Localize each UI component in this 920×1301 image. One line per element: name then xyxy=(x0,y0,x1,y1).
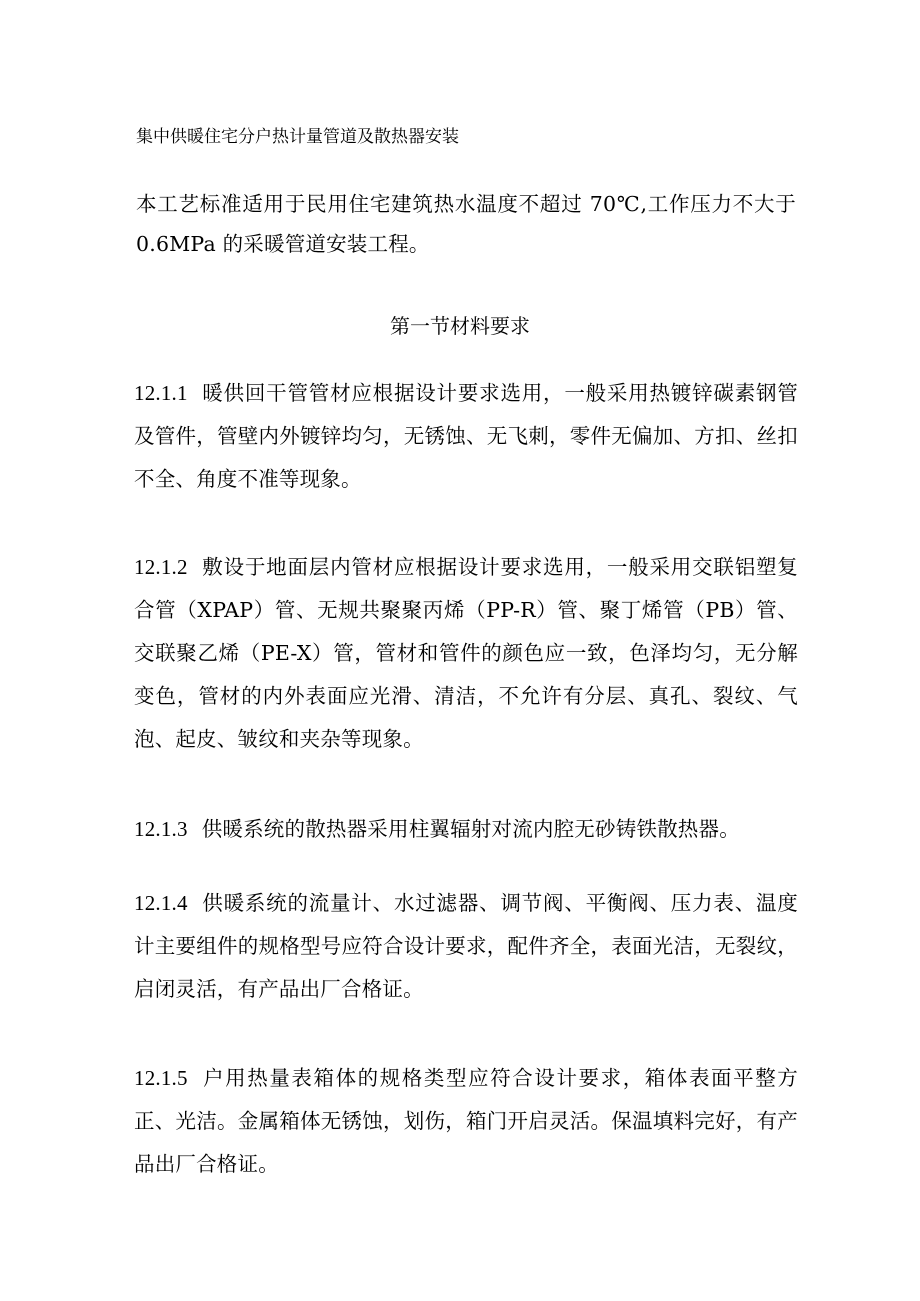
clause-12-1-4 xyxy=(134,882,798,1011)
clause-number: 12.1.2 xyxy=(134,555,188,579)
clause-text: 户用热量表箱体的规格类型应符合设计要求，箱体表面平整方正、光洁。金属箱体无锈蚀，划伤，箱门开启灵活。保温填料完好，有产品出厂合格证。 xyxy=(134,1066,798,1176)
clause-number: 12.1.5 xyxy=(134,1066,188,1090)
clause-text: 供暖系统的流量计、水过滤器、调节阀、平衡阀、压力表、温度计主要组件的规格型号应符合设计要求，配件齐全，表面光洁，无裂纹，启闭灵活，有产品出厂合格证。 xyxy=(134,891,798,1001)
intro-paragraph: 本工艺标准适用于民用住宅建筑热水温度不超过 70℃,工作压力不大于 0.6MPa 的采暖管道安装工程。 xyxy=(136,192,796,256)
clause-number: 12.1.1 xyxy=(134,381,188,405)
clause-12-1-3 xyxy=(134,808,798,851)
clause-12-1-1 xyxy=(134,372,798,501)
clause-12-1-2 xyxy=(134,546,798,761)
section-heading: 第一节材料要求 xyxy=(390,314,530,338)
clause-number: 12.1.4 xyxy=(134,891,188,915)
clause-12-1-5 xyxy=(134,1057,798,1186)
clause-text: 敷设于地面层内管材应根据设计要求选用，一般采用交联铝塑复合管（XPAP）管、无规共聚聚丙烯（PP-R）管、聚丁烯管（PB）管、交联聚乙烯（PE-X）管，管材和管件的颜色应一致，色泽均匀，无分解变色，管材的内外表面应光滑、清洁，不允许有分层、真孔、裂纹、气泡、起皮、皱纹和夹杂等现象。 xyxy=(134,555,798,751)
clause-text: 供暖系统的散热器采用柱翼辐射对流内腔无砂铸铁散热器。 xyxy=(201,817,740,841)
clause-number: 12.1.3 xyxy=(134,817,188,841)
document-title: 集中供暖住宅分户热计量管道及散热器安装 xyxy=(136,127,459,147)
clause-text: 暖供回干管管材应根据设计要求选用，一般采用热镀锌碳素钢管及管件，管壁内外镀锌均匀，无锈蚀、无飞刺，零件无偏加、方扣、丝扣不全、角度不准等现象。 xyxy=(134,381,798,491)
